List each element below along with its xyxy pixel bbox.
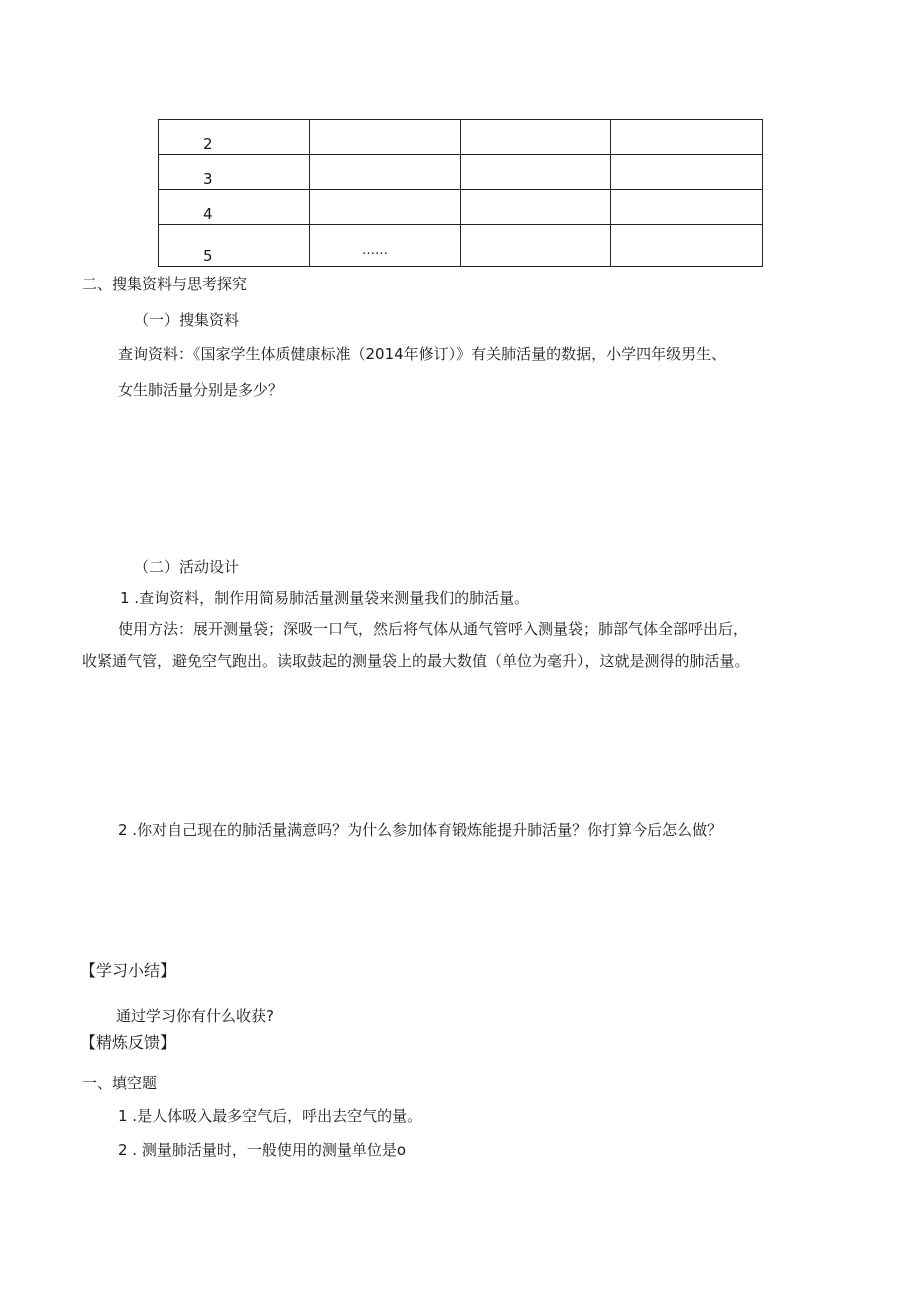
subsection-heading-collect: （一）搜集资料 [134,311,240,329]
table-cell [611,225,763,267]
table-cell [611,190,763,225]
table-cell [461,155,611,190]
fill-blank-question-2: 2 . 测量肺活量时，一般使用的测量单位是o [118,1141,407,1159]
table-row [159,190,763,225]
table-cell [611,155,763,190]
usage-text-line2: 收紧通气管，避免空气跑出。读取鼓起的测量袋上的最大数值（单位为毫升），这就是测得的肺活量。 [82,652,750,670]
table-cell [310,155,461,190]
usage-text-line1: 使用方法：展开测量袋；深吸一口气，然后将气体从通气管呼入测量袋；肺部气体全部呼出后， [118,620,749,638]
table-row [159,155,763,190]
section-heading: 二、搜集资料与思考探究 [82,275,248,293]
table-cell [310,190,461,225]
table-cell-ellipsis: …… [310,225,461,267]
table-cell-num: 2 [159,120,310,155]
table-cell-num: 4 [159,190,310,225]
fill-blank-heading: 一、填空题 [82,1074,158,1092]
query-text-line2: 女生肺活量分别是多少？ [118,381,284,399]
table-row [159,225,763,267]
feedback-heading: 【精炼反馈】 [80,1033,177,1052]
summary-heading: 【学习小结】 [80,961,177,980]
query-text-line1: 查询资料：《国家学生体质健康标准（2014年修订）》有关肺活量的数据，小学四年级男生、 [118,345,727,363]
table-cell-num: 3 [159,155,310,190]
subsection-heading-activity: （二）活动设计 [134,558,240,576]
activity-item-2: 2 .你对自己现在的肺活量满意吗？为什么参加体育锻炼能提升肺活量？你打算今后怎么做？ [118,821,723,839]
table-cell-num: 5 [159,225,310,267]
table-cell [461,120,611,155]
table-cell [461,225,611,267]
table-row [159,120,763,155]
data-table [158,119,763,267]
activity-item-1: 1 .查询资料，制作用简易肺活量测量袋来测量我们的肺活量。 [120,589,530,607]
summary-question: 通过学习你有什么收获? [116,1007,274,1025]
table-cell [461,190,611,225]
fill-blank-question-1: 1 .是人体吸入最多空气后，呼出去空气的量。 [118,1107,423,1125]
table-cell [310,120,461,155]
table-cell [611,120,763,155]
